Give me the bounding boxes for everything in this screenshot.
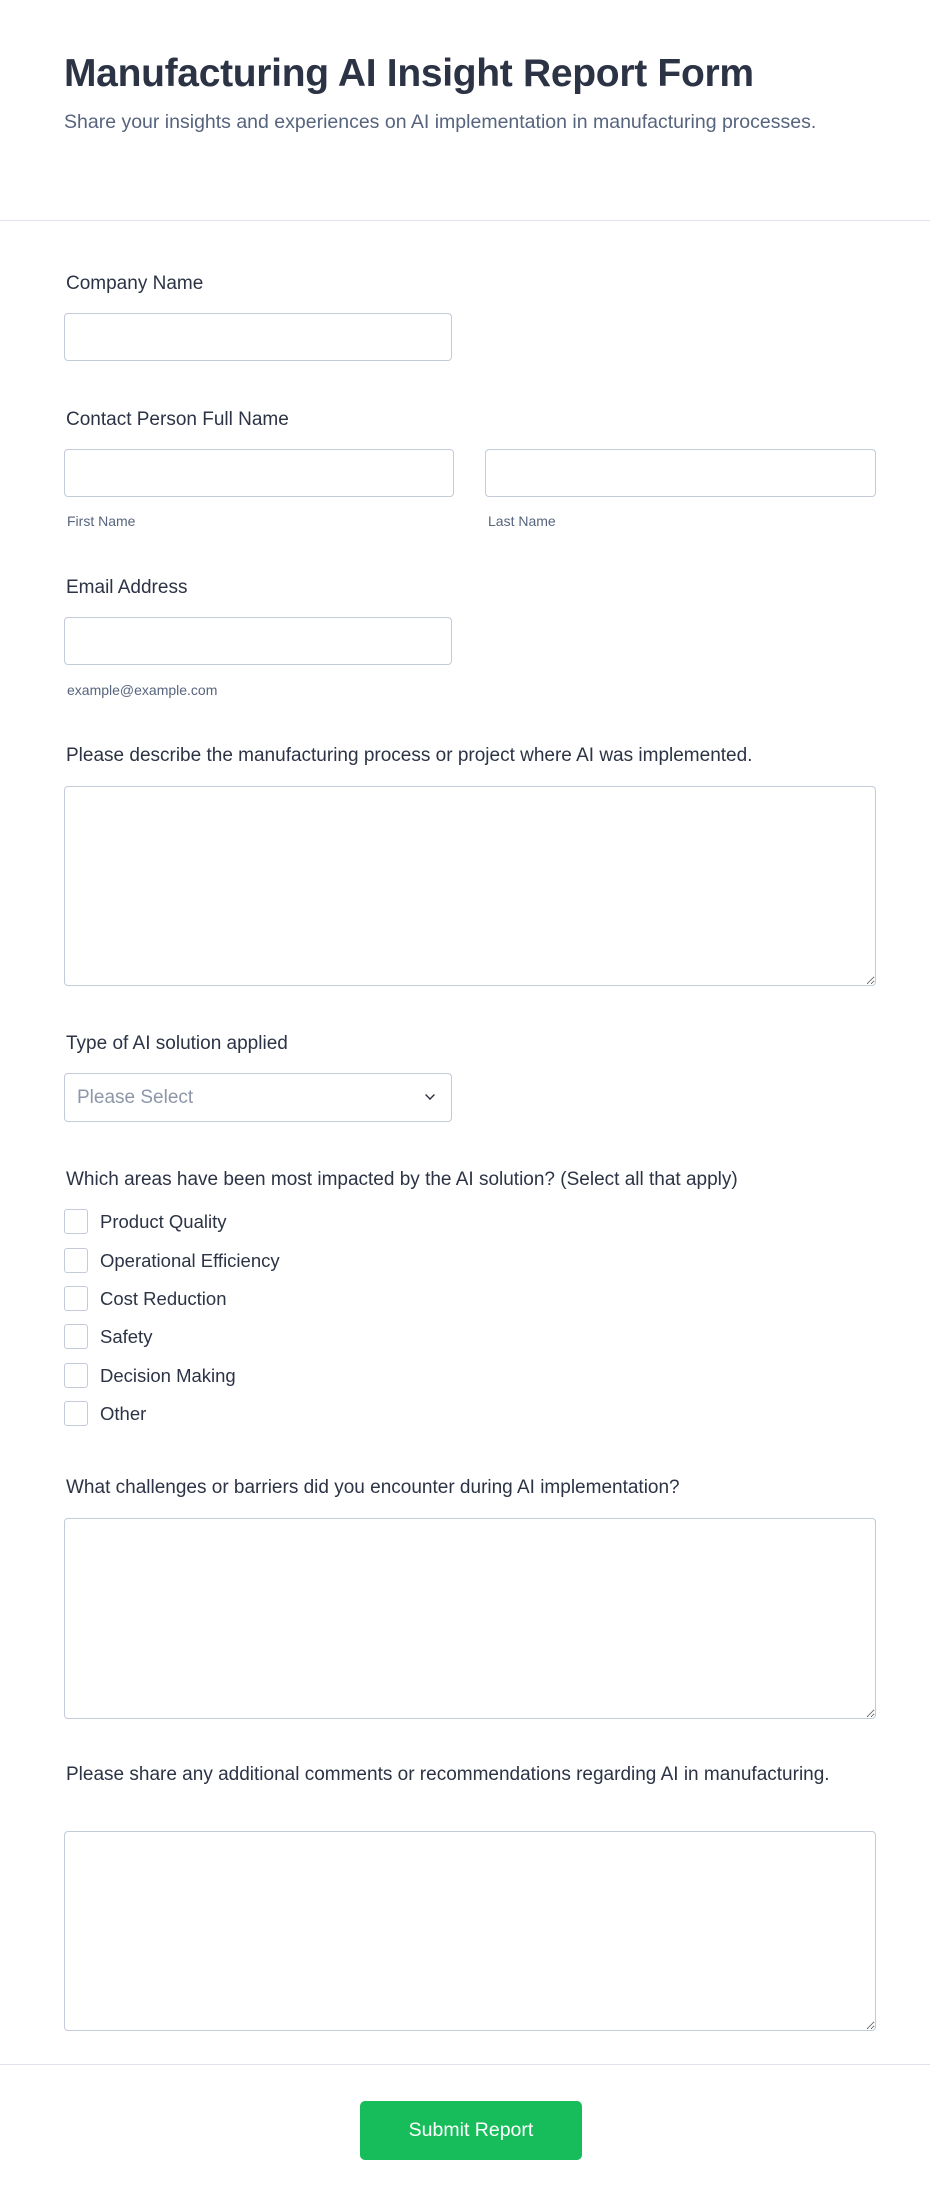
checkbox-label: Operational Efficiency bbox=[100, 1249, 280, 1271]
page-subtitle: Share your insights and experiences on AI implementation in manufacturing processes. bbox=[64, 111, 817, 133]
impacted-areas-label: Which areas have been most impacted by the AI solution? (Select all that apply) bbox=[66, 1169, 738, 1190]
header-divider bbox=[0, 220, 930, 221]
company-name-input[interactable] bbox=[64, 313, 452, 361]
checkbox-other[interactable] bbox=[64, 1401, 146, 1426]
checkbox[interactable] bbox=[64, 1286, 88, 1311]
comments-label: Please share any additional comments or recommendations regarding AI in manufacturing. bbox=[66, 1764, 830, 1785]
checkbox[interactable] bbox=[64, 1248, 88, 1273]
checkbox[interactable] bbox=[64, 1363, 88, 1388]
comments-textarea[interactable] bbox=[64, 1831, 876, 2031]
footer-divider bbox=[0, 2064, 930, 2065]
checkbox-label: Decision Making bbox=[100, 1364, 236, 1386]
ai-type-label: Type of AI solution applied bbox=[66, 1033, 288, 1054]
checkbox-label: Other bbox=[100, 1402, 147, 1424]
last-name-sublabel: Last Name bbox=[488, 513, 556, 529]
checkbox[interactable] bbox=[64, 1209, 88, 1234]
checkbox-label: Cost Reduction bbox=[100, 1287, 227, 1309]
company-name-label: Company Name bbox=[66, 273, 204, 294]
checkbox-label: Product Quality bbox=[100, 1210, 227, 1232]
challenges-textarea[interactable] bbox=[64, 1518, 876, 1719]
checkbox[interactable] bbox=[64, 1324, 88, 1349]
contact-name-label: Contact Person Full Name bbox=[66, 409, 289, 430]
email-sublabel: example@example.com bbox=[67, 682, 218, 698]
email-label: Email Address bbox=[66, 577, 188, 598]
ai-type-select[interactable] bbox=[64, 1073, 452, 1122]
page-title: Manufacturing AI Insight Report Form bbox=[64, 52, 754, 95]
checkbox[interactable] bbox=[64, 1401, 88, 1426]
checkbox-product-quality[interactable] bbox=[64, 1209, 226, 1234]
submit-report-button[interactable]: Submit Report bbox=[360, 2101, 582, 2160]
challenges-label: What challenges or barriers did you encounter during AI implementation? bbox=[66, 1477, 680, 1498]
checkbox-operational-efficiency[interactable] bbox=[64, 1248, 280, 1273]
first-name-input[interactable] bbox=[64, 449, 454, 497]
checkbox-decision-making[interactable] bbox=[64, 1363, 236, 1388]
checkbox-cost-reduction[interactable] bbox=[64, 1286, 226, 1311]
checkbox-safety[interactable] bbox=[64, 1324, 152, 1349]
ai-type-placeholder: Please Select bbox=[77, 1086, 194, 1108]
last-name-input[interactable] bbox=[485, 449, 876, 497]
email-input[interactable] bbox=[64, 617, 452, 665]
process-description-textarea[interactable] bbox=[64, 786, 876, 986]
checkbox-label: Safety bbox=[100, 1325, 153, 1347]
chevron-down-icon bbox=[425, 1090, 435, 1100]
process-description-label: Please describe the manufacturing process or project where AI was implemented. bbox=[66, 745, 753, 766]
first-name-sublabel: First Name bbox=[67, 513, 136, 529]
